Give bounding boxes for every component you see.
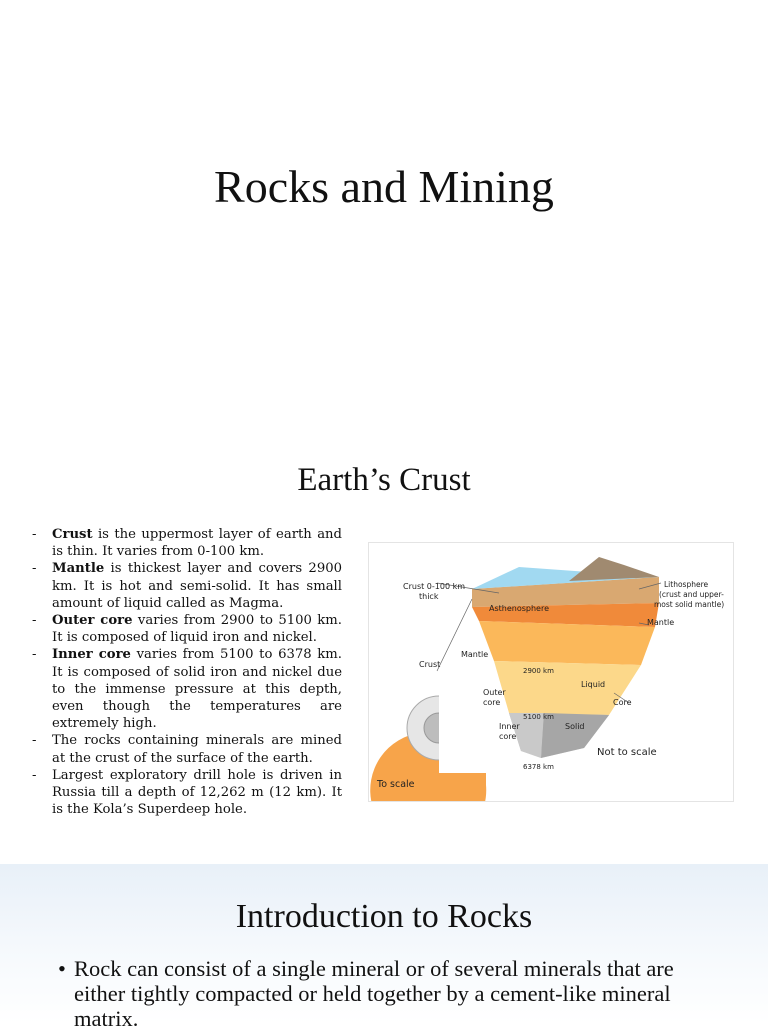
- label-crust: Crust: [419, 660, 441, 669]
- earths-crust-slide: [0, 432, 768, 864]
- label-asthenosphere: Asthenosphere: [489, 604, 550, 613]
- description: varies from 5100 to 6378 km. It is composed of solid iron and nickel due to the immense pressure at this depth, even though the temperatures are extremely high.: [52, 647, 342, 732]
- term: Outer core: [52, 613, 133, 629]
- title-slide: [0, 0, 768, 432]
- label-core: Core: [613, 698, 632, 707]
- list-item: - Largest exploratory drill hole is driven in Russia till a depth of 12,262 m (12 km). It is the Kola’s Superdeep hole.: [32, 767, 342, 818]
- paragraph: Rock can consist of a single mineral or of several minerals that are either tightly compacted or held together by a cement-like mineral matrix.: [74, 956, 674, 1031]
- slide-title: Introduction to Rocks: [235, 898, 533, 935]
- label-crust-thick-2: thick: [419, 592, 439, 601]
- label-5100km: 5100 km: [523, 713, 554, 721]
- label-inner-core-2: core: [499, 732, 517, 741]
- list-item: - Crust is the uppermost layer of earth and is thin. It varies from 0-100 km.: [32, 527, 342, 560]
- description: is the uppermost layer of earth and is thin. It varies from 0-100 km.: [52, 527, 342, 560]
- label-mantle-left: Mantle: [461, 650, 489, 659]
- body-text: [58, 956, 728, 1031]
- label-2900km: 2900 km: [523, 667, 554, 675]
- label-lithosphere: Lithosphere: [664, 580, 709, 589]
- label-to-scale: To scale: [377, 779, 415, 790]
- list-item: - Inner core varies from 5100 to 6378 km. It is composed of solid iron and nickel due to the immense pressure at this depth, even though the temperatures are extremely high.: [32, 647, 342, 732]
- earth-layers-diagram: [368, 542, 734, 802]
- description: Largest exploratory drill hole is driven in Russia till a depth of 12,262 m (12 km). It is the Kola’s Superdeep hole.: [52, 767, 342, 818]
- slide-title: Rocks and Mining: [214, 161, 554, 212]
- slide-title: Earth’s Crust: [297, 462, 471, 498]
- label-crust-thick: Crust 0-100 km: [403, 582, 466, 591]
- label-6378km: 6378 km: [523, 763, 554, 771]
- term: Crust: [52, 527, 93, 542]
- introduction-slide: [0, 864, 768, 1031]
- label-outer-core: Outer: [483, 688, 506, 697]
- label-outer-core-2: core: [483, 698, 501, 707]
- list-item: - Outer core varies from 2900 to 5100 km. It is composed of liquid iron and nickel.: [32, 613, 342, 646]
- term: Mantle: [52, 561, 105, 577]
- description: is thickest layer and covers 2900 km. It is hot and semi-solid. It has small amount of liquid called as Magma.: [52, 561, 342, 611]
- label-lithosphere-3: most solid mantle): [654, 600, 725, 609]
- label-mantle-right: Mantle: [647, 618, 675, 627]
- label-inner-core: Inner: [499, 722, 520, 731]
- bullet-list: [32, 526, 342, 818]
- list-item: - Mantle is thickest layer and covers 2900 km. It is hot and semi-solid. It has small amount of liquid called as Magma.: [32, 561, 342, 611]
- label-solid: Solid: [565, 722, 585, 731]
- label-lithosphere-2: (crust and upper-: [659, 590, 724, 599]
- list-item: - The rocks containing minerals are mined at the crust of the surface of the earth.: [32, 733, 342, 766]
- term: Inner core: [52, 647, 131, 663]
- bullet-symbol: •: [58, 956, 66, 981]
- description: The rocks containing minerals are mined at the crust of the surface of the earth.: [52, 733, 342, 766]
- label-not-to-scale: Not to scale: [597, 747, 657, 758]
- description: varies from 2900 to 5100 km. It is composed of liquid iron and nickel.: [52, 613, 342, 646]
- label-liquid: Liquid: [581, 680, 606, 689]
